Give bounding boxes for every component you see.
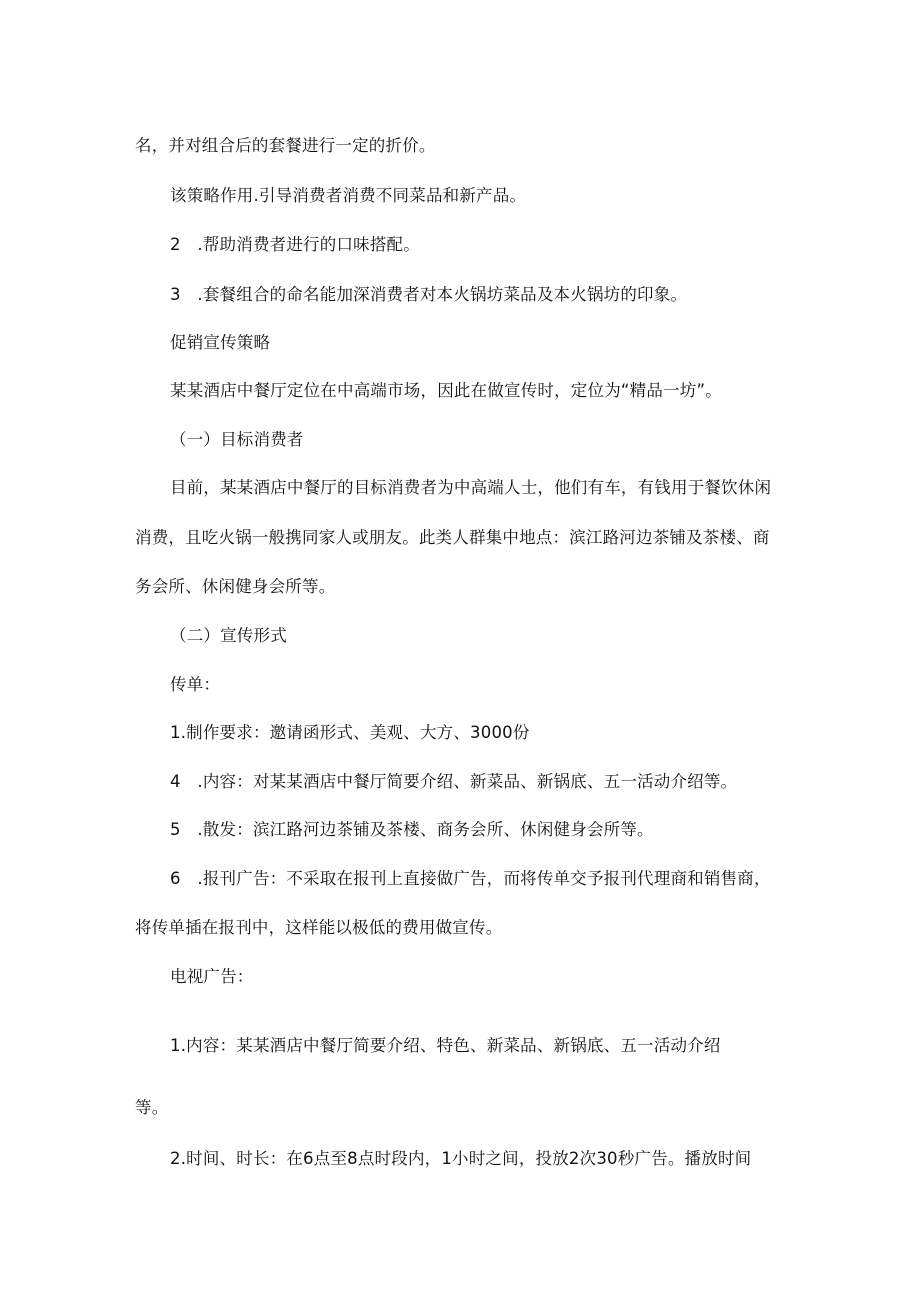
text-line: 等。 <box>135 1098 169 1117</box>
text-line: 2.时间、时长：在6点至8点时段内，1小时之间，投放2次30秒广告。播放时间 <box>170 1149 752 1168</box>
text-line: 务会所、休闲健身会所等。 <box>135 577 336 596</box>
text-line: 目前，某某酒店中餐厅的目标消费者为中高端人士，他们有车，有钱用于餐饮休闲 <box>170 478 772 497</box>
text-line: 1.内容：某某酒店中餐厅简要介绍、特色、新菜品、新锅底、五一活动介绍 <box>170 1036 721 1055</box>
text-line: 2 .帮助消费者进行的口味搭配。 <box>170 235 420 254</box>
text-line: 名，并对组合后的套餐进行一定的折价。 <box>135 136 436 155</box>
text-line: 6 .报刊广告：不采取在报刊上直接做广告，而将传单交予报刊代理商和销售商， <box>170 869 771 888</box>
section-heading: 促销宣传策略 <box>170 333 271 352</box>
text-line: 5 .散发：滨江路河边茶铺及茶楼、商务会所、休闲健身会所等。 <box>170 820 654 839</box>
subsection-heading: （一）目标消费者 <box>170 430 304 449</box>
text-line: 3 .套餐组合的命名能加深消费者对本火锅坊菜品及本火锅坊的印象。 <box>170 285 688 304</box>
subsection-heading: （二）宣传形式 <box>170 626 287 645</box>
text-line: 4 .内容：对某某酒店中餐厅简要介绍、新菜品、新锅底、五一活动介绍等。 <box>170 772 738 791</box>
text-line: 消费，且吃火锅一般携同家人或朋友。此类人群集中地点：滨江路河边茶铺及茶楼、商 <box>135 528 770 547</box>
text-line: 将传单插在报刊中，这样能以极低的费用做宣传。 <box>135 918 503 937</box>
text-line: 1.制作要求：邀请函形式、美观、大方、3000份 <box>170 723 530 742</box>
text-line: 该策略作用.引导消费者消费不同菜品和新产品。 <box>170 186 527 205</box>
text-line: 电视广告： <box>170 967 254 986</box>
text-line: 某某酒店中餐厅定位在中高端市场，因此在做宣传时，定位为“精品一坊”。 <box>170 381 722 400</box>
text-line: 传单： <box>170 675 221 694</box>
